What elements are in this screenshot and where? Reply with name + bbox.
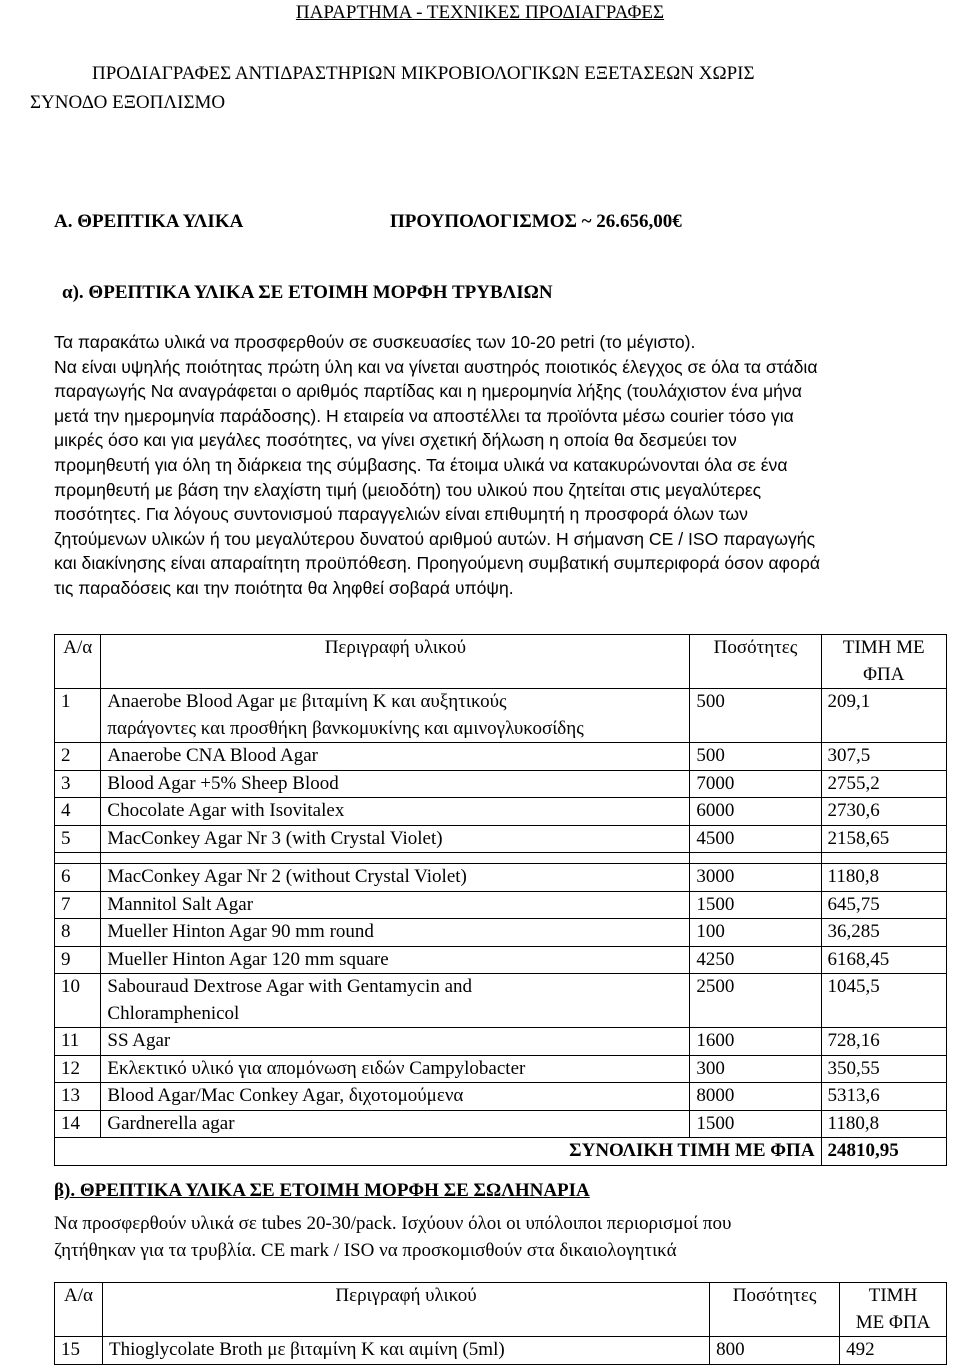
row-quantity: 1600 bbox=[690, 1028, 821, 1056]
row-no: 5 bbox=[55, 825, 101, 853]
row-no: 6 bbox=[55, 864, 101, 892]
table-total-row bbox=[55, 1138, 947, 1166]
document-subtitle-line1: ΠΡΟΔΙΑΓΡΑΦΕΣ ΑΝΤΙΔΡΑΣΤΗΡΙΩΝ ΜΙΚΡΟΒΙΟΛΟΓΙΚΩΝ ΕΞΕΤΑΣΕΩΝ ΧΩΡΙΣ bbox=[92, 63, 755, 84]
row-quantity: 500 bbox=[690, 743, 821, 771]
table-row bbox=[55, 798, 947, 826]
row-price: 2158,65 bbox=[821, 825, 946, 853]
page-title: ΠΑΡΑΡΤΗΜΑ - ΤΕΧΝΙΚΕΣ ΠΡΟΔΙΑΓΡΑΦΕΣ bbox=[295, 2, 665, 23]
table-row bbox=[55, 825, 947, 853]
document-subtitle-line2: ΣΥΝΟΔΟ ΕΞΟΠΛΙΣΜΟ bbox=[30, 92, 226, 113]
row-description: Blood Agar/Mac Conkey Agar, διχοτομούμενα bbox=[101, 1083, 690, 1111]
row-no: 4 bbox=[55, 798, 101, 826]
paragraph-line: ποσότητες. Για λόγους συντονισμού παραγγελιών είναι επιθυμητή η προσφορά όλων των bbox=[54, 504, 748, 525]
row-no: 13 bbox=[55, 1083, 101, 1111]
subsection-b-paragraph bbox=[54, 1210, 731, 1264]
row-no: 3 bbox=[55, 770, 101, 798]
row-description: Mannitol Salt Agar bbox=[101, 891, 690, 919]
row-description-line1: Sabouraud Dextrose Agar with Gentamycin and bbox=[107, 976, 473, 997]
subsection-b-heading: β). ΘΡΕΠΤΙΚΑ ΥΛΙΚΑ ΣΕ ΕΤΟΙΜΗ ΜΟΡΦΗ ΣΕ ΣΩΛΗΝΑΡΙΑ bbox=[54, 1180, 590, 1201]
table-row bbox=[55, 1028, 947, 1056]
row-price: 209,1 bbox=[821, 689, 946, 743]
row-quantity: 3000 bbox=[690, 864, 821, 892]
table-b bbox=[54, 1282, 947, 1365]
paragraph-line: ζητούμενων υλικών ή του μεγαλύτερου δυνατού αριθμού αυτών. Η σήμανση CE / ISO παραγωγής bbox=[54, 528, 816, 549]
paragraph-line: παραγωγής Να αναγράφεται ο αριθμός παρτίδας και η ημερομηνία λήξης (τουλάχιστον ένα μήνα bbox=[54, 381, 802, 402]
row-no: 7 bbox=[55, 891, 101, 919]
paragraph-line: Να είναι υψηλής ποιότητας πρώτη ύλη και να γίνεται αυστηρός ποιοτικός έλεγχος σε όλα τα στάδια bbox=[54, 356, 818, 377]
row-description: MacConkey Agar Nr 2 (without Crystal Violet) bbox=[101, 864, 690, 892]
table-row bbox=[55, 1055, 947, 1083]
table-row bbox=[55, 1083, 947, 1111]
row-description-line1: Anaerobe Blood Agar με βιταμίνη Κ και αυξητικούς bbox=[107, 691, 507, 712]
paragraph-line: και διακίνησης είναι απαραίτητη προϋπόθεση. Προηγούμενη συμβατική συμπεριφορά όσον αφορά bbox=[54, 553, 821, 574]
row-description: Gardnerella agar bbox=[101, 1110, 690, 1138]
header-price bbox=[821, 635, 946, 689]
row-quantity: 4500 bbox=[690, 825, 821, 853]
paragraph-line: Να προσφερθούν υλικά σε tubes 20-30/pack. Ισχύουν όλοι οι υπόλοιποι περιορισμοί που bbox=[54, 1213, 732, 1234]
table-row bbox=[55, 974, 947, 1028]
row-quantity: 6000 bbox=[690, 798, 821, 826]
row-quantity: 800 bbox=[710, 1337, 840, 1365]
spacer-cell bbox=[821, 853, 946, 864]
section-a-label: Α. ΘΡΕΠΤΙΚΑ ΥΛΙΚΑ bbox=[54, 211, 244, 232]
row-no: 11 bbox=[55, 1028, 101, 1056]
row-no: 1 bbox=[55, 689, 101, 743]
header-quantity: Ποσότητες bbox=[690, 635, 821, 689]
total-value: 24810,95 bbox=[821, 1138, 946, 1166]
header-no: Α/α bbox=[55, 635, 101, 689]
row-description: Anaerobe CNA Blood Agar bbox=[101, 743, 690, 771]
row-price: 307,5 bbox=[821, 743, 946, 771]
row-description: MacConkey Agar Nr 3 (with Crystal Violet) bbox=[101, 825, 690, 853]
paragraph-line: τις παραδόσεις και την ποιότητα θα ληφθεί σοβαρά υπόψη. bbox=[54, 577, 514, 598]
header-no: Α/α bbox=[55, 1283, 103, 1337]
row-description: Chocolate Agar with Isovitalex bbox=[101, 798, 690, 826]
row-no: 10 bbox=[55, 974, 101, 1028]
row-quantity: 7000 bbox=[690, 770, 821, 798]
total-label: ΣΥΝΟΛΙΚΗ ΤΙΜΗ ΜΕ ΦΠΑ bbox=[55, 1138, 822, 1166]
header-description: Περιγραφή υλικού bbox=[101, 635, 690, 689]
row-quantity: 4250 bbox=[690, 946, 821, 974]
table-row bbox=[55, 689, 947, 743]
row-no: 15 bbox=[55, 1337, 103, 1365]
row-quantity: 100 bbox=[690, 919, 821, 947]
row-quantity: 2500 bbox=[690, 974, 821, 1028]
header-quantity: Ποσότητες bbox=[710, 1283, 840, 1337]
paragraph-line: Τα παρακάτω υλικά να προσφερθούν σε συσκευασίες των 10-20 petri (το μέγιστο). bbox=[54, 332, 696, 352]
row-no: 12 bbox=[55, 1055, 101, 1083]
row-price: 2730,6 bbox=[821, 798, 946, 826]
spacer-cell bbox=[690, 853, 821, 864]
row-price: 728,16 bbox=[821, 1028, 946, 1056]
row-price: 492 bbox=[840, 1337, 947, 1365]
section-a-budget: ΠΡΟΥΠΟΛΟΓΙΣΜΟΣ ~ 26.656,00€ bbox=[390, 211, 682, 232]
row-description: Thioglycolate Broth με βιταμίνη Κ και αιμίνη (5ml) bbox=[102, 1337, 709, 1365]
header-price-line1: ΤΙΜΗ ΜΕ bbox=[842, 637, 925, 658]
paragraph-line: μικρές όσο και για μεγάλες ποσότητες, να γίνει σχετική δήλωση η οποία θα δεσμεύει τον bbox=[54, 430, 737, 451]
row-price: 350,55 bbox=[821, 1055, 946, 1083]
row-description-line2: παράγοντες και προσθήκη βανκομυκίνης και αμινογλυκοσίδης bbox=[107, 717, 584, 739]
paragraph-line: προμηθευτή με βάση την ελαχίστη τιμή (μειοδότη) του υλικού που ζητείται στις μεγαλύτερες bbox=[54, 479, 762, 500]
row-description: Mueller Hinton Agar 90 mm round bbox=[101, 919, 690, 947]
table-a bbox=[54, 634, 947, 1166]
row-description bbox=[101, 974, 690, 1028]
row-price: 645,75 bbox=[821, 891, 946, 919]
table-row bbox=[55, 891, 947, 919]
row-quantity: 300 bbox=[690, 1055, 821, 1083]
table-row bbox=[55, 1337, 947, 1365]
spacer-cell bbox=[55, 853, 101, 864]
paragraph-line: ζητήθηκαν για τα τρυβλία. CE mark / ISO να προσκομισθούν στα δικαιολογητικά bbox=[54, 1240, 677, 1261]
table-header-row bbox=[55, 1283, 947, 1337]
header-description: Περιγραφή υλικού bbox=[102, 1283, 709, 1337]
table-spacer-row bbox=[55, 853, 947, 864]
row-quantity: 1500 bbox=[690, 1110, 821, 1138]
row-price: 6168,45 bbox=[821, 946, 946, 974]
header-price bbox=[840, 1283, 947, 1337]
row-price: 2755,2 bbox=[821, 770, 946, 798]
subsection-a-heading: α). ΘΡΕΠΤΙΚΑ ΥΛΙΚΑ ΣΕ ΕΤΟΙΜΗ ΜΟΡΦΗ ΤΡΥΒΛΙΩΝ bbox=[62, 282, 553, 303]
paragraph-line: μετά την ημερομηνία παράδοσης). Η εταιρεία να αποστέλλει τα προϊόντα μέσω courier τόσο για bbox=[54, 405, 794, 426]
header-price-line2: ΦΠΑ bbox=[863, 663, 905, 685]
table-row bbox=[55, 770, 947, 798]
table-row bbox=[55, 919, 947, 947]
table-row bbox=[55, 864, 947, 892]
row-description: Mueller Hinton Agar 120 mm square bbox=[101, 946, 690, 974]
subsection-a-paragraph bbox=[54, 330, 820, 601]
row-quantity: 500 bbox=[690, 689, 821, 743]
paragraph-line: προμηθευτή για όλη τη διάρκεια της σύμβασης. Τα έτοιμα υλικά να κατακυρώνονται όλα σε ένα bbox=[54, 454, 788, 475]
row-no: 14 bbox=[55, 1110, 101, 1138]
table-row bbox=[55, 1110, 947, 1138]
row-price: 36,285 bbox=[821, 919, 946, 947]
row-price: 1045,5 bbox=[821, 974, 946, 1028]
row-no: 9 bbox=[55, 946, 101, 974]
header-price-line1: ΤΙΜΗ bbox=[868, 1285, 918, 1306]
header-price-line2: ΜΕ ΦΠΑ bbox=[855, 1311, 931, 1333]
table-header-row bbox=[55, 635, 947, 689]
row-quantity: 8000 bbox=[690, 1083, 821, 1111]
row-no: 8 bbox=[55, 919, 101, 947]
row-description-line2: Chloramphenicol bbox=[107, 1002, 240, 1024]
row-price: 1180,8 bbox=[821, 1110, 946, 1138]
spacer-cell bbox=[101, 853, 690, 864]
row-quantity: 1500 bbox=[690, 891, 821, 919]
row-price: 5313,6 bbox=[821, 1083, 946, 1111]
row-description: Blood Agar +5% Sheep Blood bbox=[101, 770, 690, 798]
row-price: 1180,8 bbox=[821, 864, 946, 892]
table-row bbox=[55, 743, 947, 771]
row-description: Εκλεκτικό υλικό για απομόνωση ειδών Campylobacter bbox=[101, 1055, 690, 1083]
row-description: SS Agar bbox=[101, 1028, 690, 1056]
row-no: 2 bbox=[55, 743, 101, 771]
row-description bbox=[101, 689, 690, 743]
table-row bbox=[55, 946, 947, 974]
